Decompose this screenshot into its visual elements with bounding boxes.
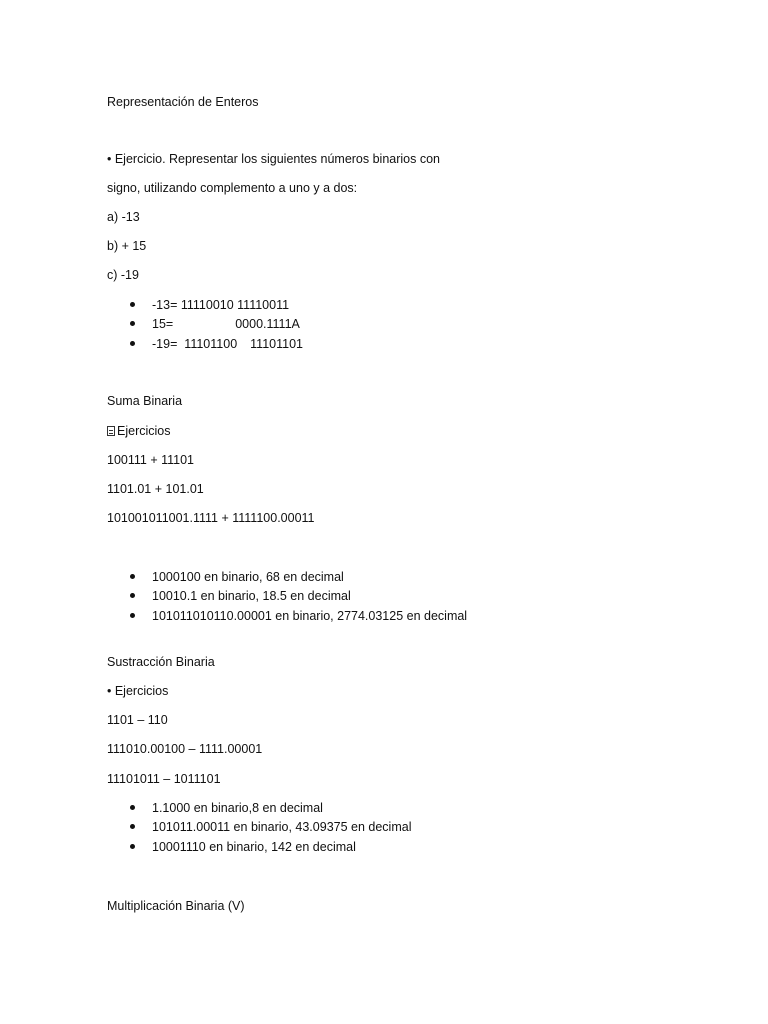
sustraccion-problem-2: 111010.00100 – 1111.00001 bbox=[107, 742, 263, 756]
suma-problem-2: 1101.01 + 101.01 bbox=[107, 482, 204, 496]
answer-text: 101011.00011 en binario, 43.09375 en decimal bbox=[152, 820, 412, 835]
suma-problem-1: 100111 + 11101 bbox=[107, 453, 195, 467]
exercise-statement-line2: signo, utilizando complemento a uno y a dos: bbox=[107, 181, 358, 195]
bullet-icon bbox=[130, 321, 135, 326]
answer-text: 10010.1 en binario, 18.5 en decimal bbox=[152, 589, 351, 604]
sustraccion-exercise-label: • Ejercicios bbox=[107, 684, 169, 698]
section-title-sustraccion: Sustracción Binaria bbox=[107, 655, 215, 669]
answer-text: 101011010110.00001 en binario, 2774.03125 en decimal bbox=[152, 608, 468, 623]
answer-right: 11101101 bbox=[250, 336, 303, 351]
list-item bbox=[128, 588, 467, 607]
section-title-suma: Suma Binaria bbox=[107, 394, 183, 408]
answer-text: 1.1000 en binario,8 en decimal bbox=[152, 801, 323, 815]
list-item bbox=[128, 839, 411, 858]
sustraccion-problem-1: 1101 – 110 bbox=[107, 713, 168, 727]
exercise-item-c: c) -19 bbox=[107, 268, 139, 282]
suma-exercise-text: Ejercicios bbox=[117, 424, 171, 438]
answer-text: 1000100 en binario, 68 en decimal bbox=[152, 570, 344, 584]
list-item bbox=[128, 608, 467, 627]
exercise-item-a: a) -13 bbox=[107, 210, 140, 224]
answer-left: -19= 11101100 bbox=[152, 336, 238, 351]
answer-right: 0000.1111A bbox=[235, 317, 300, 332]
list-item bbox=[128, 316, 303, 335]
section-title-multiplicacion bbox=[107, 898, 245, 914]
bullet-icon bbox=[130, 613, 135, 618]
bullet-icon bbox=[130, 341, 135, 346]
sustraccion-answers-list bbox=[128, 800, 411, 858]
bullet-icon bbox=[130, 302, 135, 307]
list-item bbox=[128, 819, 411, 838]
section-title-representacion: Representación de Enteros bbox=[107, 95, 259, 109]
exercise-item-b: b) + 15 bbox=[107, 239, 147, 253]
bullet-icon bbox=[130, 805, 135, 810]
representacion-answers-list bbox=[128, 297, 303, 355]
suma-exercise-label bbox=[107, 423, 171, 439]
bullet-icon bbox=[130, 824, 135, 829]
answer-text: 10001110 en binario, 142 en decimal bbox=[152, 839, 356, 854]
list-item bbox=[128, 569, 467, 588]
exercise-statement-line1: • Ejercicio. Representar los siguientes números binarios con bbox=[107, 152, 441, 166]
symbol-box-icon bbox=[107, 426, 115, 436]
sustraccion-problem-3: 11101011 – 1011101 bbox=[107, 772, 221, 786]
list-item bbox=[128, 297, 303, 316]
multiplicacion-suffix: (V) bbox=[224, 899, 245, 913]
list-item bbox=[128, 800, 411, 819]
suma-answers-list bbox=[128, 569, 467, 627]
answer-left: -13= 11110010 11110011 bbox=[152, 298, 290, 312]
list-item bbox=[128, 336, 303, 355]
suma-problem-3: 101001011001.1111 + 1111100.00011 bbox=[107, 511, 315, 525]
multiplicacion-title-text: Multiplicación Binaria bbox=[107, 899, 225, 913]
bullet-icon bbox=[130, 593, 135, 598]
answer-left: 15= bbox=[152, 317, 174, 332]
bullet-icon bbox=[130, 844, 135, 849]
bullet-icon bbox=[130, 574, 135, 579]
